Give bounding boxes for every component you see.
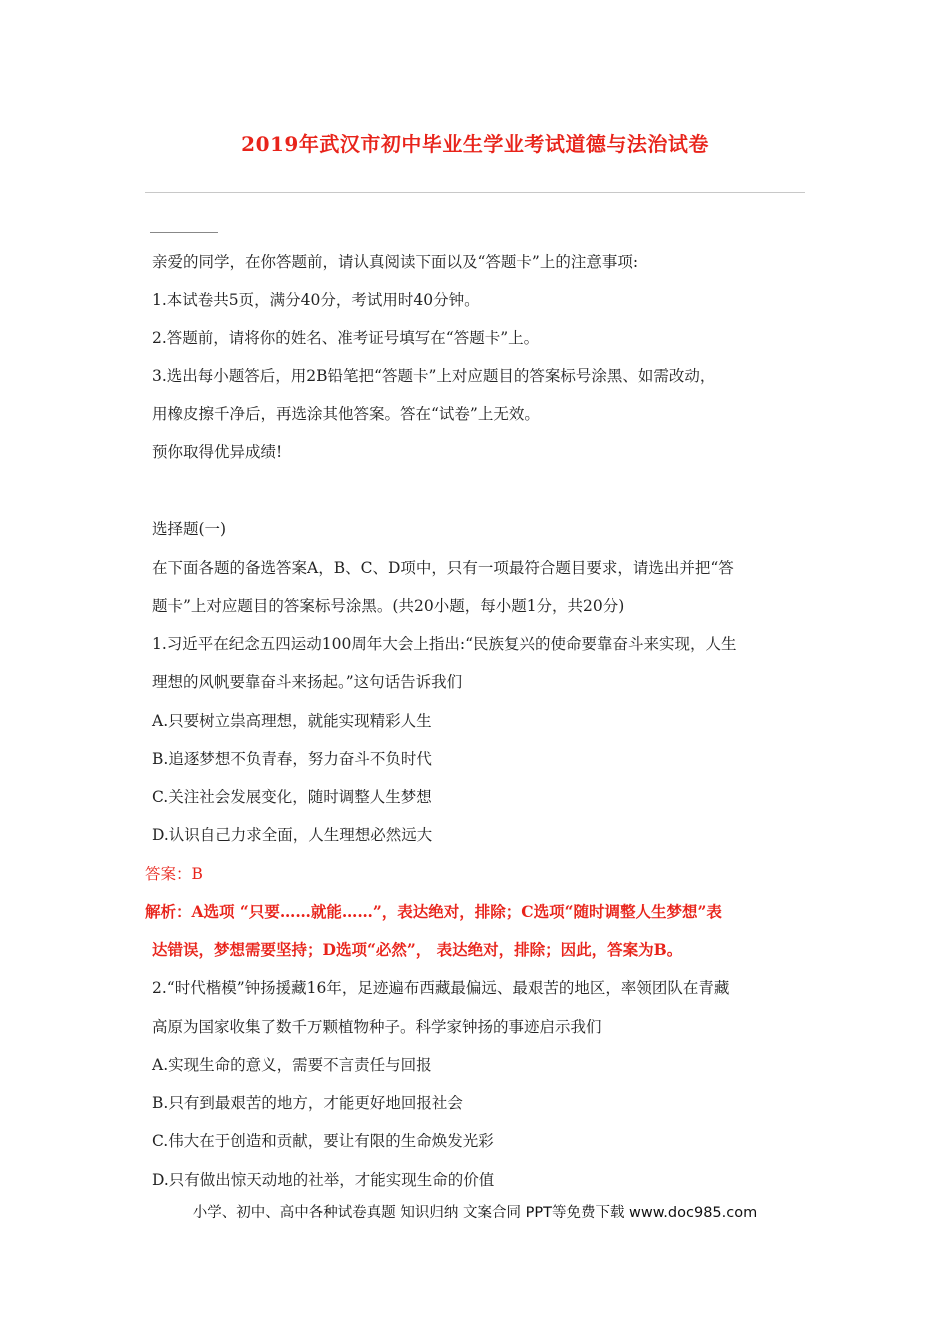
short-divider: [150, 232, 218, 233]
question-1-option-b: B.追逐梦想不负青春，努力奋斗不负时代: [152, 750, 432, 768]
title-divider: [145, 192, 805, 193]
question-1-analysis-line-2: 达错误，梦想需要坚持；D选项“必然”， 表达绝对，排除；因此，答案为B。: [152, 940, 683, 959]
notice-item-1: 1.本试卷共5页，满分40分，考试用时40分钟。: [152, 291, 480, 309]
question-1-option-a: A.只要树立祟高理想，就能实现精彩人生: [152, 712, 432, 730]
question-1-option-c: C.关注社会发展变化，随时调整人生梦想: [152, 788, 432, 806]
section-instruction-line-1: 在下面各题的备选答案A，B、C、D项中，只有一项最符合题目要求，请选出并把“答: [152, 559, 734, 577]
section-heading: 选择题(一): [152, 520, 227, 538]
question-2-option-c: C.伟大在于创造和贡献，要让有限的生命焕发光彩: [152, 1132, 494, 1150]
notice-item-3-line-1: 3.选出每小题答后，用2B铅笔把“答题卡”上对应题目的答案标号涂黑、如需改动，: [152, 367, 716, 385]
question-1-stem-line-1: 1.习近平在纪念五四运动100周年大会上指出:“民族复兴的使命要靠奋斗来实现，人生: [152, 635, 737, 653]
question-2-stem-line-1: 2.“时代楷模”钟扬援藏16年，足迹遍布西藏最偏远、最艰苦的地区，率领团队在青藏: [152, 979, 730, 997]
question-1-answer: 答案：B: [145, 865, 203, 883]
notice-intro: 亲爱的同学，在你答题前，请认真阅读下面以及“答题卡”上的注意事项:: [152, 253, 639, 271]
question-2-option-d: D.只有做出惊天动地的社举，才能实现生命的价值: [152, 1171, 495, 1189]
notice-wish: 预你取得优异成绩!: [152, 443, 283, 461]
section-instruction-line-2: 题卡”上对应题目的答案标号涂黑。(共20小题，每小题1分，共20分): [152, 597, 625, 615]
question-1-analysis-line-1: 解析：A选项 “只要……就能……”，表达绝对，排除；C选项“随时调整人生梦想”表: [145, 902, 722, 921]
document-title: 2019年武汉市初中毕业生学业考试道德与法治试卷: [241, 132, 709, 156]
question-2-stem-line-2: 高原为国家收集了数千万颗植物种子。科学家钟扬的事迹启示我们: [152, 1018, 602, 1036]
question-2-option-a: A.实现生命的意义，需要不言责任与回报: [152, 1056, 432, 1074]
question-2-option-b: B.只有到最艰苦的地方，才能更好地回报社会: [152, 1094, 463, 1112]
notice-item-2: 2.答题前，请将你的姓名、准考证号填写在“答题卡”上。: [152, 329, 540, 347]
notice-item-3-line-2: 用橡皮擦千净后，再选涂其他答案。答在“试卷”上无效。: [152, 405, 540, 423]
footer-banner: 小学、初中、高中各种试卷真题 知识归纳 文案合同 PPT等免费下载 www.doc985.com: [192, 1205, 758, 1221]
question-1-stem-line-2: 理想的风帆要靠奋斗来扬起。”这句话告诉我们: [152, 673, 463, 691]
question-1-option-d: D.认识自己力求全面，人生理想必然远大: [152, 826, 433, 844]
